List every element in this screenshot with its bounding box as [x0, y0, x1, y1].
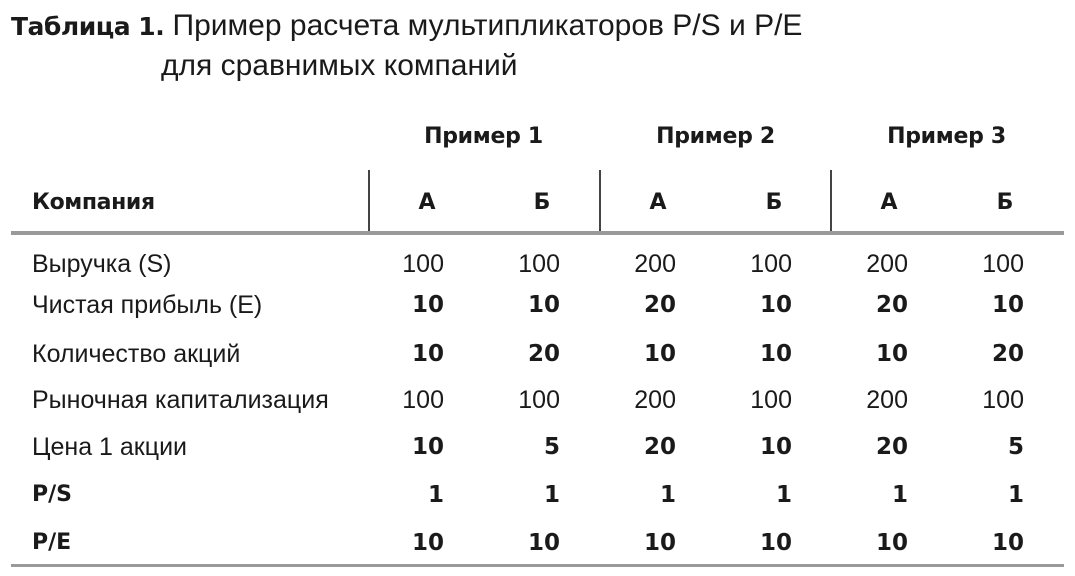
row-label: P/S — [32, 482, 73, 507]
row-label: Чистая прибыль (E) — [32, 291, 263, 319]
table-cell: 10 — [411, 530, 444, 556]
row-label: Выручка (S) — [32, 250, 172, 278]
table-cell: 100 — [750, 250, 792, 278]
table-cell: 100 — [518, 250, 560, 278]
table-cell: 10 — [759, 530, 792, 556]
group-header-1: Пример 1 — [424, 124, 543, 149]
table-cell: 5 — [543, 434, 560, 460]
title-text: Пример расчета мультипликаторов P/S и P/E — [172, 9, 803, 42]
table-cell: 100 — [982, 250, 1024, 278]
header-sub-b2: Б — [765, 190, 783, 215]
table-cell: 200 — [634, 250, 676, 278]
group-header-3: Пример 3 — [887, 124, 1006, 149]
table-cell: 1 — [543, 482, 560, 508]
table-cell: 100 — [982, 386, 1024, 414]
table-cell: 20 — [875, 434, 908, 460]
table-cell: 100 — [750, 386, 792, 414]
table-cell: 20 — [643, 434, 676, 460]
table-cell: 1 — [659, 482, 676, 508]
header-sub-b3: Б — [996, 190, 1014, 215]
table-cell: 10 — [527, 292, 560, 318]
table-cell: 100 — [402, 250, 444, 278]
table-row — [0, 337, 1075, 371]
table-cell: 10 — [875, 530, 908, 556]
table-cell: 10 — [991, 292, 1024, 318]
table-cell: 1 — [891, 482, 908, 508]
table-cell: 10 — [759, 434, 792, 460]
table-cell: 10 — [759, 292, 792, 318]
table-row — [0, 526, 1075, 560]
table-cell: 200 — [866, 250, 908, 278]
header-sub-a2: А — [649, 190, 667, 215]
table-cell: 10 — [411, 341, 444, 367]
table-row — [0, 430, 1075, 464]
table-cell: 10 — [643, 530, 676, 556]
table-cell: 10 — [759, 341, 792, 367]
table-cell: 5 — [1007, 434, 1024, 460]
table-row — [0, 383, 1075, 417]
header-rule — [11, 231, 1064, 235]
table-cell: 20 — [527, 341, 560, 367]
table-row — [0, 247, 1075, 281]
table-cell: 1 — [427, 482, 444, 508]
table-cell: 100 — [518, 386, 560, 414]
title-line-1 — [11, 8, 1061, 45]
table-row — [0, 478, 1075, 512]
row-label: Цена 1 акции — [32, 433, 187, 461]
group-header-2: Пример 2 — [656, 124, 775, 149]
row-label: Количество акций — [32, 340, 241, 368]
bottom-rule — [11, 564, 1064, 567]
table-title — [11, 8, 1061, 82]
row-label: P/E — [32, 530, 72, 555]
table-cell: 10 — [991, 530, 1024, 556]
table-cell: 10 — [875, 341, 908, 367]
table-cell: 20 — [643, 292, 676, 318]
title-line-2: для сравнимых компаний — [161, 49, 518, 82]
table-cell: 10 — [411, 434, 444, 460]
row-label: Рыночная капитализация — [32, 386, 329, 414]
table-cell: 1 — [1007, 482, 1024, 508]
table-cell: 10 — [411, 292, 444, 318]
header-company: Компания — [32, 190, 155, 215]
header-sub-a3: А — [880, 190, 898, 215]
table-cell: 20 — [991, 341, 1024, 367]
table-cell: 1 — [775, 482, 792, 508]
table-cell: 200 — [634, 386, 676, 414]
table-cell: 10 — [643, 341, 676, 367]
header-row — [0, 186, 1075, 220]
header-sub-a1: А — [418, 190, 436, 215]
table-cell: 20 — [875, 292, 908, 318]
header-sub-b1: Б — [533, 190, 551, 215]
table-cell: 100 — [402, 386, 444, 414]
table-cell: 200 — [866, 386, 908, 414]
table-cell: 10 — [527, 530, 560, 556]
title-label: Таблица 1. — [11, 12, 165, 41]
table-row — [0, 288, 1075, 322]
